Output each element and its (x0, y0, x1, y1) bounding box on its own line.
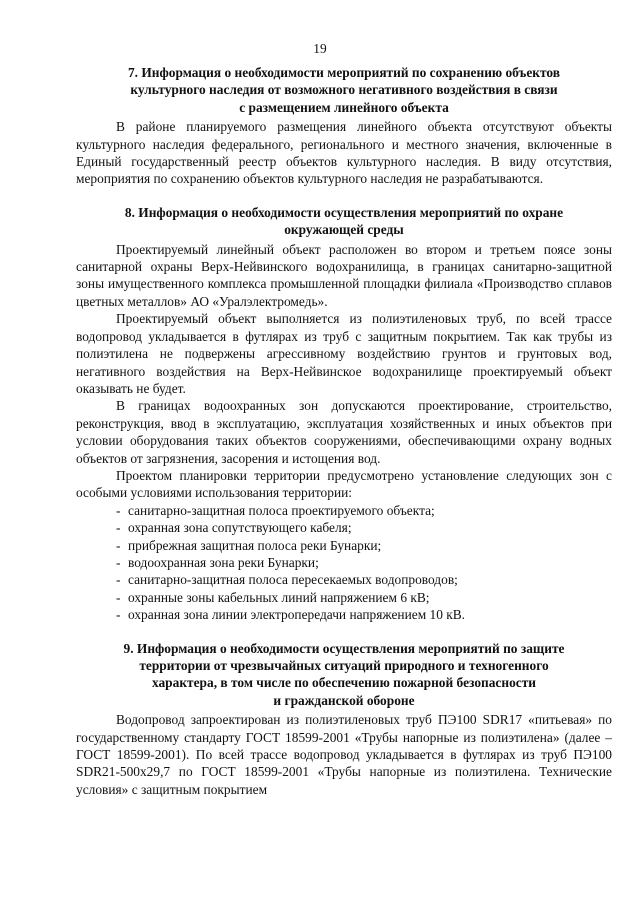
list-item (76, 537, 612, 554)
page-number: 19 (313, 41, 327, 56)
section-7-paragraph: В районе планируемого размещения линейного объекта отсутствуют объекты культурного наследия федерального, регионального и местного значения, включенные в Единый государственный реестр объектов культурного наследия. В виду отсутствия, мероприятия по сохранению объектов культурного наследия не разрабатываются. (76, 119, 612, 187)
list-marker: - (116, 607, 121, 623)
list-marker: - (116, 589, 121, 605)
list-item-text: санитарно-защитная полоса проектируемого объекта; (128, 502, 435, 518)
heading-line: 9. Информация о необходимости осуществления мероприятий по защите (123, 640, 565, 656)
heading-line: 7. Информация о необходимости мероприятий по сохранению объектов (127, 65, 561, 80)
heading-line: территории от чрезвычайных ситуаций природного и техногенного (139, 658, 549, 673)
list-item-text: охранная зона линии электропередачи напряжением 10 кВ. (128, 607, 466, 623)
section-7-heading (76, 64, 612, 116)
page-content (76, 64, 612, 798)
list-marker: - (116, 554, 121, 570)
list-item-text: охранная зона сопутствующего кабеля; (128, 520, 352, 536)
list-marker: - (116, 537, 121, 553)
list-item-text: водоохранная зона реки Бунарки; (128, 554, 319, 570)
section-8-paragraph: Проектом планировки территории предусмотрено установление следующих зон с особыми условиями использования территории: (76, 467, 612, 501)
list-item (76, 571, 612, 588)
heading-line: окружающей среды (284, 222, 404, 238)
heading-line: 8. Информация о необходимости осуществления мероприятий по охране (124, 204, 564, 220)
list-item-text: санитарно-защитная полоса пересекаемых водопроводов; (128, 572, 458, 588)
heading-line: характера, в том числе по обеспечению пожарной безопасности (151, 675, 537, 691)
section-8-paragraph: Проектируемый линейный объект расположен во втором и третьем поясе зоны санитарной охраны Верх-Нейвинского водохранилища, в границах санитарно-защитной зоны имущественного комплекса промышленной площадки филиала «Производство сплавов цветных металлов» АО «Уралэлектромедь». (76, 241, 612, 309)
heading-line: и гражданской обороне (273, 692, 415, 708)
section-8-paragraph: В границах водоохранных зон допускаются проектирование, строительство, реконструкция, ввод в эксплуатацию, эксплуатация хозяйственных и иных объектов при условии оборудования таких объектов сооружениями, обеспечивающими охрану водных объектов от загрязнения, засорения и истощения вод. (76, 398, 612, 466)
section-8-heading (76, 204, 612, 239)
zones-list (76, 502, 612, 624)
list-marker: - (116, 520, 121, 536)
section-9-heading (76, 640, 612, 710)
list-item-text: охранные зоны кабельных линий напряжением 6 кВ; (128, 589, 430, 605)
list-marker: - (116, 572, 121, 588)
heading-line: культурного наследия от возможного негативного воздействия в связи (130, 82, 558, 98)
list-item (76, 606, 612, 623)
list-item (76, 519, 612, 536)
heading-line: с размещением линейного объекта (239, 99, 449, 115)
list-item (76, 589, 612, 606)
section-8-paragraph: Проектируемый объект выполняется из полиэтиленовых труб, по всей трассе водопровод укладывается в футлярах из труб с защитным покрытием. Так как трубы из полиэтилена не подвержены агрессивному воздействию грунтов и грунтовых вод, негативного воздействия на Верх-Нейвинское водохранилище проектируемый объект оказывать не будет. (76, 311, 612, 396)
list-item-text: прибрежная защитная полоса реки Бунарки; (128, 537, 382, 553)
list-item (76, 554, 612, 571)
list-marker: - (116, 502, 121, 518)
list-item (76, 502, 612, 519)
section-9-paragraph: Водопровод запроектирован из полиэтиленовых труб ПЭ100 SDR17 «питьевая» по государственному стандарту ГОСТ 18599-2001 «Трубы напорные из полиэтилена» (далее – ГОСТ 18599-2001). По всей трассе водопровод укладывается в футлярах из труб ПЭ100 SDR21-500х29,7 по ГОСТ 18599-2001 «Трубы напорные из полиэтилена. Технические условия» с защитным покрытием (76, 712, 612, 797)
